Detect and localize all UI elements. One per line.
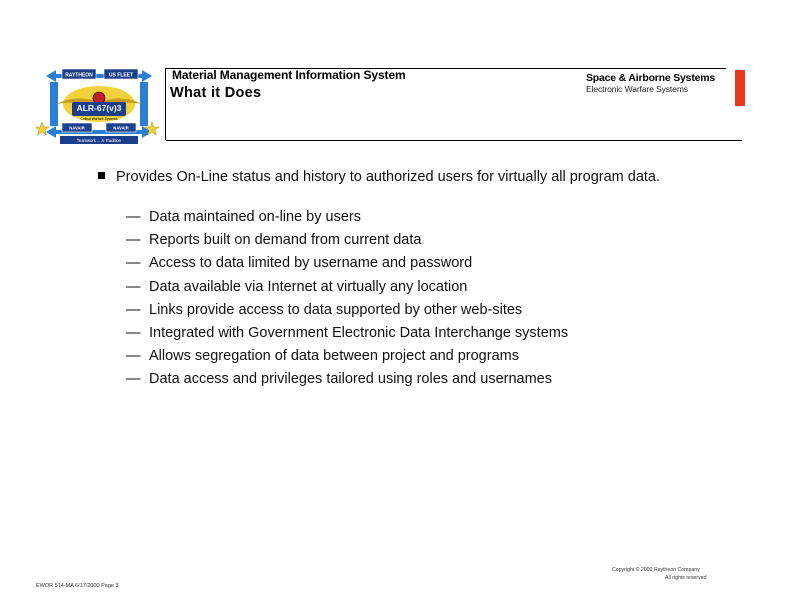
dash-bullet-icon: — (126, 301, 141, 318)
header-subtitle: Material Management Information System (172, 68, 406, 82)
rights-notice: All rights reserved (665, 575, 707, 581)
dash-bullet-icon: — (126, 232, 141, 249)
sub-bullet-text: Allows segregation of data between project and programs (149, 348, 519, 365)
dash-bullet-icon: — (126, 371, 141, 388)
header-left-rule (165, 68, 166, 140)
brand-division: Electronic Warfare Systems (586, 84, 688, 94)
brand-accent-bar (735, 70, 745, 106)
dash-bullet-icon: — (126, 278, 141, 295)
sub-bullet-item (126, 252, 568, 275)
sub-bullet-text: Data available via Internet at virtually any location (149, 278, 468, 295)
logo-main: ALR-67(v)3 (76, 103, 122, 113)
logo-bottom-left: NAVAIR (69, 125, 85, 131)
alr67-program-logo (36, 66, 162, 144)
document-id: EWOR 514-MA 6/17/2000 Page 3 (36, 583, 119, 589)
header-bottom-rule (166, 140, 742, 141)
sub-bullet-text: Links provide access to data supported by other web-sites (149, 301, 523, 318)
logo-top-right: US FLEET (108, 72, 134, 79)
logo-bottom-right: NAVAIR (113, 125, 129, 131)
sub-bullet-text: Data access and privileges tailored using roles and usernames (149, 371, 552, 388)
sub-bullet-text: Reports built on demand from current data (149, 232, 422, 249)
sub-bullet-item (126, 276, 568, 299)
logo-banner: Teamwork ... A Tradition (76, 138, 122, 143)
logo-top-left: RAYTHEON (65, 72, 93, 79)
sub-bullet-item (126, 206, 568, 229)
sub-bullet-item (126, 368, 568, 391)
dash-bullet-icon: — (126, 348, 141, 365)
sub-bullet-text: Integrated with Government Electronic Data Interchange systems (149, 325, 569, 342)
dash-bullet-icon: — (126, 255, 141, 272)
square-bullet-icon (98, 172, 105, 179)
sub-bullet-item (126, 322, 568, 345)
sub-bullet-item (126, 229, 568, 252)
dash-bullet-icon: — (126, 325, 141, 342)
dash-bullet-icon: — (126, 209, 141, 225)
sub-bullet-text: Data maintained on-line by users (149, 209, 361, 225)
copyright-notice: Copyright © 2000 Raytheon Company (612, 567, 700, 573)
slide-title: What it Does (170, 85, 262, 101)
sub-bullet-text: Access to data limited by username and password (149, 255, 473, 272)
logo-caption: Critical Warfare Systems (80, 117, 118, 121)
sub-bullet-item (126, 345, 568, 368)
brand-name: Space & Airborne Systems (586, 72, 716, 84)
sub-bullet-item (126, 299, 568, 322)
sub-bullet-list (126, 206, 568, 392)
lead-bullet-text: Provides On-Line status and history to authorized users for virtually all program data. (116, 169, 661, 185)
